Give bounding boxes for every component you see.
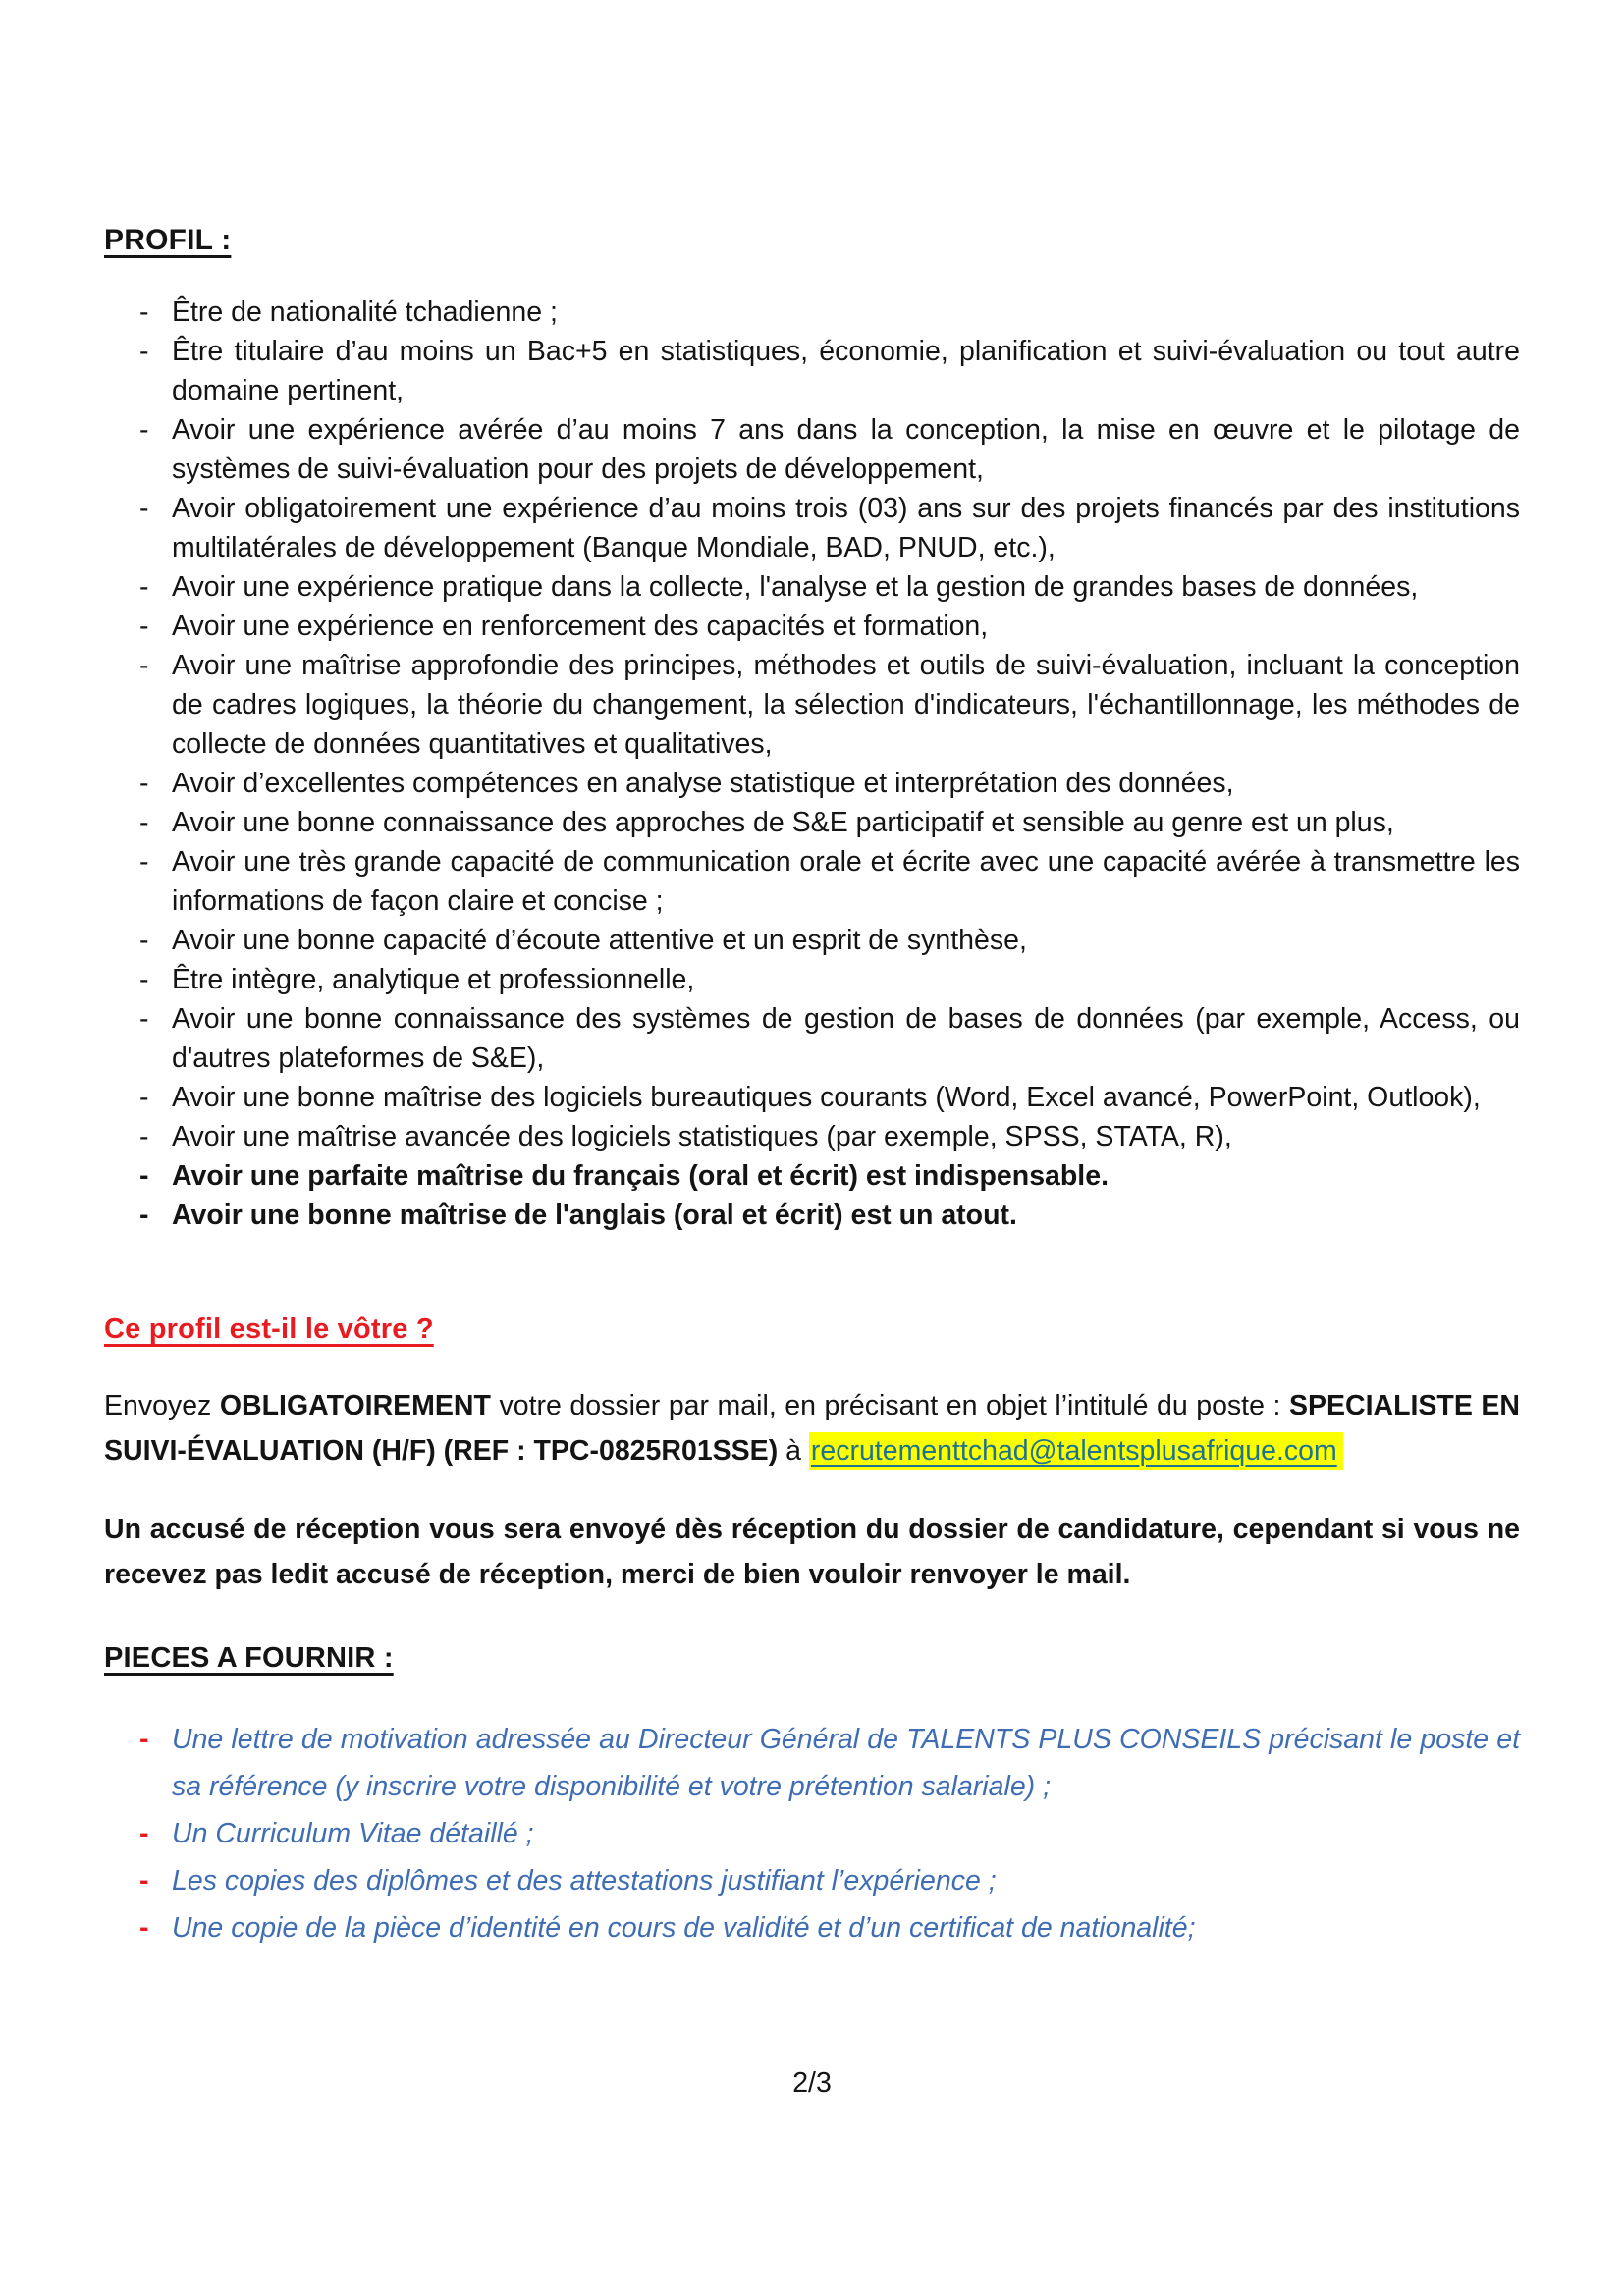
profil-list — [104, 293, 1520, 1235]
profil-item: - Avoir une bonne capacité d’écoute attentive et un esprit de synthèse, — [104, 921, 1520, 960]
profil-item: - Avoir une maîtrise approfondie des principes, méthodes et outils de suivi-évaluation, incluant la conception de cadres logiques, la théorie du changement, la sélection d'indicateurs, l'échantillonnage, les méthodes de collecte de données quantitatives et qualitatives, — [104, 646, 1520, 764]
profil-item: - Avoir une bonne connaissance des approches de S&E participatif et sensible au genre est un plus, — [104, 803, 1520, 842]
profil-item: - Avoir une bonne connaissance des systèmes de gestion de bases de données (par exemple, Access, ou d'autres plateformes de S&E), — [104, 999, 1520, 1078]
pieces-item: - Une copie de la pièce d’identité en cours de validité et d’un certificat de nationalité; — [104, 1904, 1520, 1951]
profil-item: - Être titulaire d’au moins un Bac+5 en statistiques, économie, planification et suivi-évaluation ou tout autre domaine pertinent, — [104, 332, 1520, 410]
pieces-item: - Un Curriculum Vitae détaillé ; — [104, 1810, 1520, 1857]
instructions-text: votre dossier par mail, en précisant en objet l’intitulé du poste : — [490, 1390, 1289, 1421]
envoyez-text: Envoyez — [104, 1390, 220, 1421]
profil-item: - Avoir obligatoirement une expérience d’au moins trois (03) ans sur des projets financés par des institutions multilatérales de développement (Banque Mondiale, BAD, PNUD, etc.), — [104, 489, 1520, 567]
profil-item: - Avoir une expérience avérée d’au moins 7 ans dans la conception, la mise en œuvre et le pilotage de systèmes de suivi-évaluation pour des projets de développement, — [104, 410, 1520, 489]
conjunction-text: à — [778, 1435, 809, 1467]
profil-item: - Avoir une maîtrise avancée des logiciels statistiques (par exemple, SPSS, STATA, R), — [104, 1117, 1520, 1156]
profil-item: - Avoir une bonne maîtrise des logiciels bureautiques courants (Word, Excel avancé, PowerPoint, Outlook), — [104, 1078, 1520, 1117]
pieces-list — [104, 1716, 1520, 1951]
profil-item: - Avoir une très grande capacité de communication orale et écrite avec une capacité avérée à transmettre les informations de façon claire et concise ; — [104, 842, 1520, 921]
pieces-item: - Les copies des diplômes et des attestations justifiant l’expérience ; — [104, 1857, 1520, 1904]
profil-item: - Être de nationalité tchadienne ; — [104, 293, 1520, 332]
obligatoirement-text: OBLIGATOIREMENT — [219, 1390, 491, 1421]
profil-item-bold: - Avoir une bonne maîtrise de l'anglais (oral et écrit) est un atout. — [104, 1196, 1520, 1235]
acknowledgement-paragraph: Un accusé de réception vous sera envoyé dès réception du dossier de candidature, cependant si vous ne recevez pas ledit accusé de réception, merci de bien vouloir renvoyer le mail. — [104, 1514, 1520, 1590]
pieces-item: - Une lettre de motivation adressée au Directeur Général de TALENTS PLUS CONSEILS précisant le poste et sa référence (y inscrire votre disponibilité et votre prétention salariale) ; — [104, 1716, 1520, 1810]
email-link[interactable]: recrutementtchad@talentsplusafrique.com — [809, 1432, 1343, 1470]
application-instructions-paragraph — [104, 1383, 1520, 1473]
cta-heading: Ce profil est-il le vôtre ? — [104, 1313, 434, 1345]
profil-item: - Être intègre, analytique et professionnelle, — [104, 960, 1520, 999]
job-title-reference-text: SPECIALISTE EN SUIVI-ÉVALUATION (H/F) (REF : TPC-0825R01SSE) — [104, 1390, 1520, 1467]
profil-heading: PROFIL : — [104, 224, 232, 256]
profil-item: - Avoir une expérience pratique dans la collecte, l'analyse et la gestion de grandes bases de données, — [104, 567, 1520, 607]
profil-item: - Avoir d’excellentes compétences en analyse statistique et interprétation des données, — [104, 764, 1520, 803]
profil-item-bold: - Avoir une parfaite maîtrise du français (oral et écrit) est indispensable. — [104, 1156, 1520, 1196]
page-number: 2/3 — [792, 2067, 832, 2099]
profil-item: - Avoir une expérience en renforcement des capacités et formation, — [104, 607, 1520, 646]
pieces-heading: PIECES A FOURNIR : — [104, 1642, 394, 1674]
